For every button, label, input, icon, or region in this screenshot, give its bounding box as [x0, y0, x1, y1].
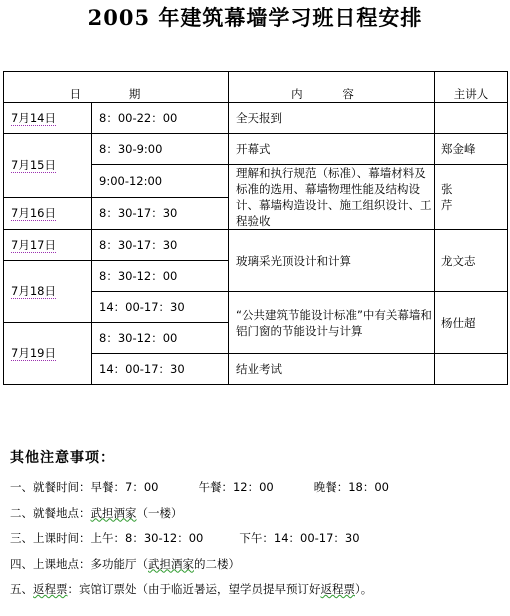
table-header-row: [4, 72, 508, 103]
note-prefix: 三、上课时间：: [10, 531, 91, 545]
time-cell: 8：30-9:00: [92, 134, 229, 165]
speaker-cell: [435, 103, 508, 134]
afternoon-time: 下午：14：00-17：30: [239, 531, 360, 545]
lunch-time: 午餐：12：00: [198, 480, 274, 494]
date-cell: [4, 323, 92, 385]
content-cell: “公共建筑节能设计标准”中有关幕墙和铝门窗的节能设计与计算: [229, 292, 435, 354]
ticket-word: 返程票: [33, 582, 68, 596]
date-value: 7月17日: [11, 237, 56, 252]
time-cell: 8：30-12：00: [92, 323, 229, 354]
date-value: 7月19日: [11, 346, 56, 360]
date-cell: [4, 103, 92, 134]
venue-name: 武担酒家: [148, 556, 194, 571]
table-row: [4, 103, 508, 134]
note-meal-place: [10, 503, 505, 529]
note-tickets: [10, 579, 505, 605]
note-prefix: 五、: [10, 582, 33, 596]
date-value: 7月16日: [11, 205, 56, 220]
content-cell: 开幕式: [229, 134, 435, 165]
header-date: 日 期: [4, 72, 229, 103]
time-cell: 14：00-17：30: [92, 354, 229, 385]
venue-suffix: （一楼）: [136, 505, 183, 520]
header-content: 内 容: [229, 72, 435, 103]
time-cell: 8：30-17：30: [92, 197, 229, 230]
content-cell: 全天报到: [229, 103, 435, 134]
note-prefix: 四、上课地点：多功能厅（: [10, 556, 148, 571]
page-title: 2005 年建筑幕墙学习班日程安排: [87, 5, 423, 30]
note-prefix: 一、就餐时间：: [10, 480, 91, 494]
breakfast-time: 早餐：7：00: [90, 480, 159, 494]
speaker-cell: [435, 165, 508, 230]
table-row: [4, 134, 508, 165]
speaker-cell: 龙文志: [435, 230, 508, 292]
time-cell: 9:00-12:00: [92, 165, 229, 198]
time-cell: 8：30-12：00: [92, 261, 229, 292]
content-cell: 理解和执行规范（标准）、幕墙材料及标准的选用、幕墙物理性能及结构设计、幕墙构造设计、施工组织设计、工程验收: [229, 165, 435, 230]
speaker-cell: 郑金峰: [435, 134, 508, 165]
content-cell: 结业考试: [229, 354, 435, 385]
time-cell: 8：00-22：00: [92, 103, 229, 134]
date-cell: [4, 230, 92, 261]
schedule-table: [3, 71, 508, 385]
venue-suffix: 的二楼）: [194, 556, 240, 571]
ticket-text: ：宾馆订票处（由于临近暑运，望学员提早预订好: [67, 582, 321, 596]
note-meal-times: [10, 477, 505, 503]
date-value: 7月14日: [11, 110, 56, 125]
time-cell: 14：00-17：30: [92, 292, 229, 323]
ticket-word: 返程票: [320, 582, 355, 596]
time-cell: 8：30-17：30: [92, 230, 229, 261]
speaker-cell: 杨仕超: [435, 292, 508, 354]
note-prefix: 二、就餐地点：: [10, 505, 91, 520]
date-cell: [4, 197, 92, 230]
note-class-place: [10, 554, 505, 580]
notes-section: [10, 447, 505, 605]
header-speaker: 主讲人: [435, 72, 508, 103]
dinner-time: 晚餐：18：00: [313, 480, 390, 494]
notes-title: 其他注意事项：: [10, 450, 115, 466]
venue-name: 武担酒家: [90, 505, 137, 520]
date-cell: [4, 261, 92, 323]
ticket-end: ）。: [355, 582, 373, 596]
speaker-name: 张 芹: [441, 182, 473, 212]
speaker-cell: [435, 354, 508, 385]
morning-time: 上午：8：30-12：00: [90, 531, 204, 545]
table-row: [4, 230, 508, 261]
content-cell: 玻璃采光顶设计和计算: [229, 230, 435, 292]
note-class-times: [10, 528, 505, 554]
date-cell: [4, 134, 92, 198]
date-value: 7月18日: [11, 284, 56, 298]
date-value: 7月15日: [11, 157, 56, 172]
